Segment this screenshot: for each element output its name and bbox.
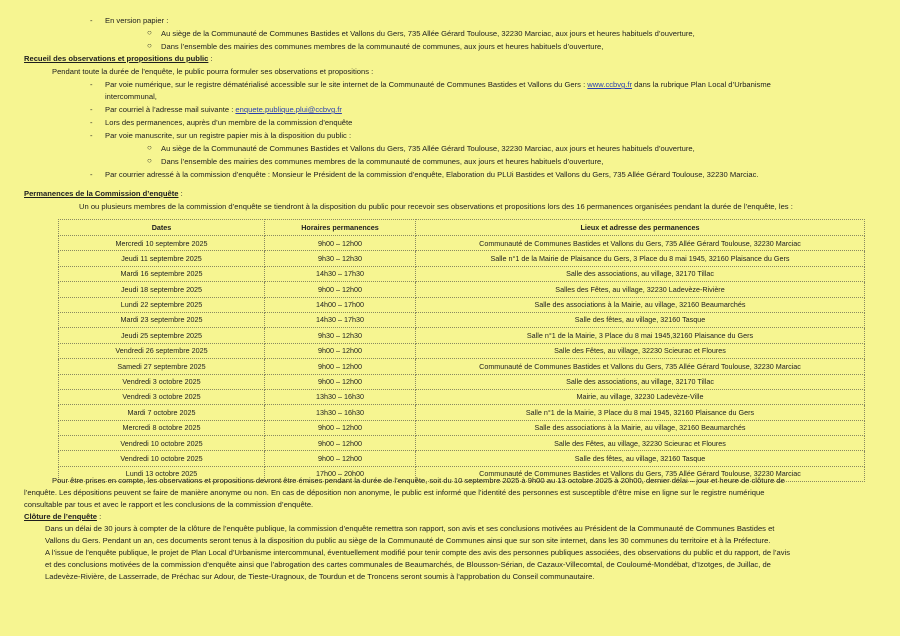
permanences-table-body — [59, 236, 865, 482]
permanences-table — [58, 219, 865, 482]
column-header-hours: Horaires permanences — [265, 220, 416, 236]
cell-place: Salle des Fêtes, au village, 32230 Scieurac et Floures — [416, 436, 865, 451]
cell-place: Salles des Fêtes, au village, 32230 Ladevèze-Rivière — [416, 282, 865, 297]
cell-hours: 9h00 – 12h00 — [265, 359, 416, 374]
paper-item: Au siège de la Communauté de Communes Bastides et Vallons du Gers, 735 Allée Gérard Toulouse, 32230 Marciac, aux jours et heures habituels d’ouverture, — [161, 29, 695, 38]
cell-hours: 14h00 – 17h00 — [265, 297, 416, 312]
cell-date: Mardi 7 octobre 2025 — [59, 405, 265, 420]
cell-hours: 9h00 – 12h00 — [265, 374, 416, 389]
manuscript-item: Dans l’ensemble des mairies des communes membres de la communauté de communes, aux jours et heures habituels d’ouverture, — [161, 157, 604, 166]
cell-place: Salle des associations à la Mairie, au village, 32160 Beaumarchés — [416, 420, 865, 435]
table-row — [59, 251, 865, 266]
cloture-text: Vallons du Gers. Pendant un an, ces documents seront tenus à la disposition du public au siège de la Communauté de Communes ainsi que sur son site internet, dans les 30 communes du territoire et à la Préfecture. — [45, 536, 771, 545]
numeric-channel: Par voie numérique, sur le registre dématérialisé accessible sur le site internet de la Communauté de Communes Bastides et Vallons du Gers : www.ccbvg.fr dans la rubrique Plan Local d’Urbanisme — [105, 80, 771, 89]
cell-place: Salle des associations à la Mairie, au village, 32160 Beaumarchés — [416, 297, 865, 312]
bullet-dash: - — [90, 80, 93, 89]
bullet-circle-icon: ○ — [147, 143, 152, 152]
mail-post-channel: Par courrier adressé à la commission d’enquête : Monsieur le Président de la commission d’enquête, Elaboration du PLUi Bastides et Vallons du Gers, 735 Allée Gérard Toulouse, 32230 Marciac. — [105, 170, 759, 179]
table-row — [59, 436, 865, 451]
cell-place: Salle n°1 de la Mairie, 3 Place du 8 mai 1945, 32160 Plaisance du Gers — [416, 405, 865, 420]
bullet-dash: - — [90, 170, 93, 179]
bullet-circle-icon: ○ — [147, 156, 152, 165]
permanences-intro: Un ou plusieurs membres de la commission d’enquête se tiendront à la disposition du public pour recevoir ses observations et propositions lors des 16 permanences organisées pendant la durée de l’enquête, les : — [79, 202, 793, 211]
cloture-text: et des conclusions motivées de la commission d’enquête ainsi que l’abrogation des cartes communales de Beaumarchés, de Blousson-Sérian, de Cazaux-Villecomtal, de Couloumé-Mondébat, d’Izotges, de Juillac, de — [45, 560, 771, 569]
permanence-channel: Lors des permanences, auprès d’un membre de la commission d’enquête — [105, 118, 353, 127]
manuscript-item: Au siège de la Communauté de Communes Bastides et Vallons du Gers, 735 Allée Gérard Toulouse, 32230 Marciac, aux jours et heures habituels d’ouverture, — [161, 144, 695, 153]
column-header-dates: Dates — [59, 220, 265, 236]
column-header-places: Lieux et adresse des permanences — [416, 220, 865, 236]
bullet-dash: - — [90, 16, 93, 25]
cloture-text: A l’issue de l’enquête publique, le projet de Plan Local d’Urbanisme intercommunal, éventuellement modifié pour tenir compte des avis des personnes publiques associées, des observations du public et du rapport, de l’avis — [45, 548, 791, 557]
cell-hours: 17h00 – 20h00 — [265, 466, 416, 481]
website-link[interactable]: www.ccbvg.fr — [587, 80, 633, 89]
cell-hours: 13h30 – 16h30 — [265, 389, 416, 404]
recueil-intro: Pendant toute la durée de l’enquête, le public pourra formuler ses observations et propositions : — [52, 67, 374, 76]
cell-hours: 9h00 – 12h00 — [265, 343, 416, 358]
cell-place: Salle n°1 de la Mairie de Plaisance du Gers, 3 Place du 8 mai 1945, 32160 Plaisance du Gers — [416, 251, 865, 266]
recueil-heading: Recueil des observations et propositions du public — [24, 54, 209, 63]
recueil-heading-line: Recueil des observations et propositions du public : — [24, 54, 213, 63]
table-header-row — [59, 220, 865, 236]
cell-date: Mercredi 10 septembre 2025 — [59, 236, 265, 251]
table-row — [59, 328, 865, 343]
paper-label: En version papier : — [105, 16, 169, 25]
after-table-text: Pour être prises en compte, les observations et propositions devront être émises pendant la durée de l’enquête, soit du 10 septembre 2025 à 9h00 au 13 octobre 2025 à 20h00, dernier délai – jour et heure de clôture de — [52, 476, 785, 485]
table-row — [59, 312, 865, 327]
table-row — [59, 420, 865, 435]
cell-hours: 13h30 – 16h30 — [265, 405, 416, 420]
cloture-heading-line: Clôture de l’enquête : — [24, 512, 102, 521]
cell-hours: 14h30 – 17h30 — [265, 266, 416, 281]
table-row — [59, 374, 865, 389]
bullet-circle-icon: ○ — [147, 28, 152, 37]
cell-date: Vendredi 10 octobre 2025 — [59, 436, 265, 451]
table-row — [59, 389, 865, 404]
cell-place: Salle des associations, au village, 32170 Tillac — [416, 266, 865, 281]
cloture-heading: Clôture de l’enquête — [24, 512, 97, 521]
cell-date: Mardi 16 septembre 2025 — [59, 266, 265, 281]
cell-date: Vendredi 10 octobre 2025 — [59, 451, 265, 466]
cell-hours: 9h00 – 12h00 — [265, 451, 416, 466]
cloture-text: Ladevèze-Rivière, de Lasserrade, de Préchac sur Adour, de Tieste-Uragnoux, de Tourdun et de Troncens seront soumis à l’approbation du Conseil communautaire. — [45, 572, 595, 581]
cell-hours: 9h00 – 12h00 — [265, 436, 416, 451]
cell-hours: 9h30 – 12h30 — [265, 328, 416, 343]
numeric-channel-cont: intercommunal, — [105, 92, 157, 101]
cell-date: Jeudi 18 septembre 2025 — [59, 282, 265, 297]
cell-date: Mercredi 8 octobre 2025 — [59, 420, 265, 435]
cell-hours: 9h00 – 12h00 — [265, 282, 416, 297]
bullet-dash: - — [90, 131, 93, 140]
bullet-dash: - — [90, 118, 93, 127]
cell-date: Vendredi 3 octobre 2025 — [59, 389, 265, 404]
cell-hours: 14h30 – 17h30 — [265, 312, 416, 327]
cell-place: Communauté de Communes Bastides et Vallons du Gers, 735 Allée Gérard Toulouse, 32230 Marciac — [416, 466, 865, 481]
cell-hours: 9h00 – 12h00 — [265, 420, 416, 435]
permanences-heading: Permanences de la Commission d’enquête — [24, 189, 179, 198]
cell-date: Lundi 22 septembre 2025 — [59, 297, 265, 312]
table-row — [59, 359, 865, 374]
cell-hours: 9h00 – 12h00 — [265, 236, 416, 251]
table-row — [59, 266, 865, 281]
manuscript-channel: Par voie manuscrite, sur un registre papier mis à la disposition du public : — [105, 131, 352, 140]
cell-date: Vendredi 3 octobre 2025 — [59, 374, 265, 389]
cell-place: Salle des Fêtes, au village, 32230 Scieurac et Floures — [416, 343, 865, 358]
cell-place: Salle des associations, au village, 32170 Tillac — [416, 374, 865, 389]
cell-place: Salle des fêtes, au village, 32160 Tasque — [416, 312, 865, 327]
permanences-heading-line: Permanences de la Commission d’enquête : — [24, 189, 183, 198]
cell-place: Salle n°1 de la Mairie, 3 Place du 8 mai 1945,32160 Plaisance du Gers — [416, 328, 865, 343]
cell-date: Samedi 27 septembre 2025 — [59, 359, 265, 374]
paper-item: Dans l’ensemble des mairies des communes membres de la communauté de communes, aux jours et heures habituels d’ouverture, — [161, 42, 604, 51]
cell-place: Salle des fêtes, au village, 32160 Tasque — [416, 451, 865, 466]
cell-place: Communauté de Communes Bastides et Vallons du Gers, 735 Allée Gérard Toulouse, 32230 Marciac — [416, 359, 865, 374]
cell-date: Lundi 13 octobre 2025 — [59, 466, 265, 481]
cell-place: Mairie, au village, 32230 Ladevèze-Ville — [416, 389, 865, 404]
table-row — [59, 282, 865, 297]
cell-date: Jeudi 25 septembre 2025 — [59, 328, 265, 343]
bullet-circle-icon: ○ — [147, 41, 152, 50]
bullet-dash: - — [90, 105, 93, 114]
table-row — [59, 405, 865, 420]
cloture-text: Dans un délai de 30 jours à compter de la clôture de l’enquête publique, la commission d’enquête remettra son rapport, son avis et ses conclusions motivées au Président de la Communauté de Communes Bastides et — [45, 524, 775, 533]
table-row — [59, 236, 865, 251]
table-row — [59, 451, 865, 466]
after-table-text: consultable par tous et avec le rapport et les conclusions de la commission d’enquête. — [24, 500, 314, 509]
cell-date: Jeudi 11 septembre 2025 — [59, 251, 265, 266]
after-table-text: l’enquête. Les dépositions peuvent se faire de manière anonyme ou non. En cas de déposition non anonyme, le public est informé que l’identité des personnes est susceptible d’être mise en ligne sur le registre numérique — [24, 488, 765, 497]
cell-date: Vendredi 26 septembre 2025 — [59, 343, 265, 358]
cell-hours: 9h30 – 12h30 — [265, 251, 416, 266]
table-row — [59, 343, 865, 358]
cell-date: Mardi 23 septembre 2025 — [59, 312, 265, 327]
table-row — [59, 297, 865, 312]
mail-channel: Par courriel à l’adresse mail suivante : enquete.publique.plui@ccbvg.fr — [105, 105, 342, 114]
email-link[interactable]: enquete.publique.plui@ccbvg.fr — [235, 105, 342, 114]
cell-place: Communauté de Communes Bastides et Vallons du Gers, 735 Allée Gérard Toulouse, 32230 Marciac — [416, 236, 865, 251]
